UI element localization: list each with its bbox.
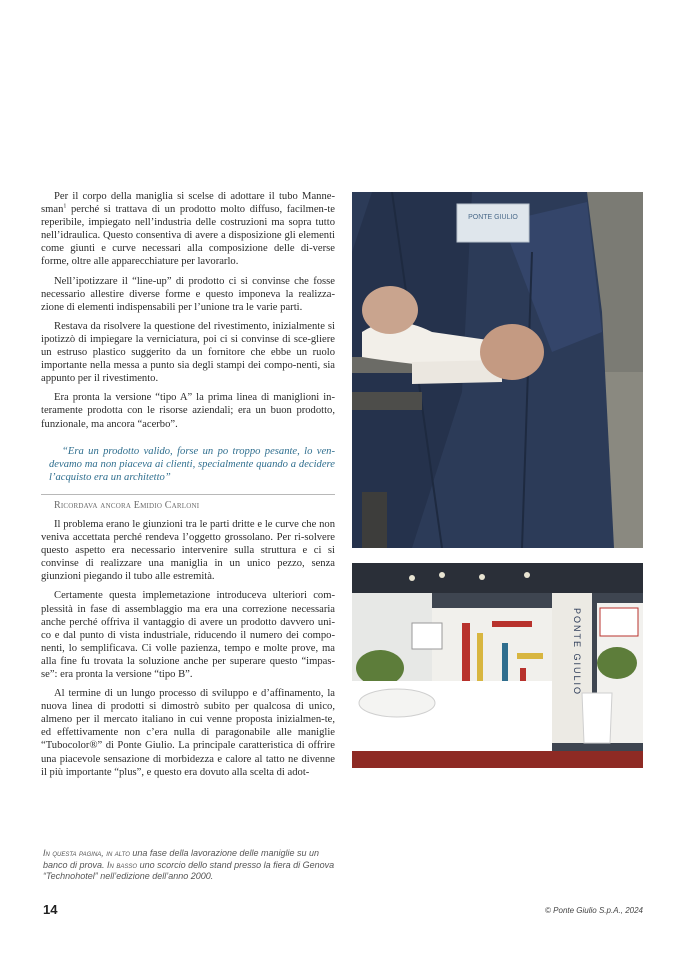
paragraph-1-start: Per il corpo della maniglia si scelse di adottare il tubo Manne-sman xyxy=(41,191,335,216)
paragraph-7: Al termine di un lungo processo di sviluppo e d’affinamento, la nuova linea di prodotti si dimostrò subito per qualcosa di unico, almeno per il mercato italiano in cui venne proposta inizialmen-te, ed effettivamente non c’era nulla di paragonabile alle maniglie “Tubocolor®” di Ponte Giulio. La principale caratteristica di offrire una piacevole sensazione di morbidezza e calore al tatto ne divenne il più importante “plus”, e questo era dovuto alla scelta di adot- xyxy=(41,688,335,778)
pull-quote xyxy=(41,445,335,512)
pull-quote-text: “Era un prodotto valido, forse un po troppo pesante, lo ven-devamo ma non piaceva ai clienti, specialmente quando a decidere l’acquisto era un architetto” xyxy=(49,445,335,483)
quote-divider xyxy=(41,494,335,495)
stand-sign-text: PONTE GIULIO xyxy=(572,608,582,697)
photo-caption xyxy=(43,848,343,883)
photo-workshop-bending xyxy=(352,192,643,548)
caption-text-bottom: uno scorcio dello stand presso la fiera di Genova “Technohotel” nell’edizione dell’anno 2000. xyxy=(43,859,335,881)
paragraph-1 xyxy=(41,190,335,269)
caption-text-top: una fase della lavorazione delle maniglie su un banco di prova. xyxy=(43,848,320,870)
paragraph-2: Nell’ipotizzare il “line-up” di prodotto ci si convinse che fosse necessario allestire diverse forme e questo imponeva la realizza-zione di elementi indispensabili per l’unione tra le varie parti. xyxy=(41,275,335,313)
badge-text: PONTE GIULIO xyxy=(468,214,518,221)
paragraph-6: Certamente questa implemetazione introduceva ulteriori com-plessità in fase di assemblaggio ma era una correzione necessaria anche perché offriva il vantaggio di avere un prodotto davvero uni-co e dal punto di vista industriale, riducendo il numero dei compo-nenti, lo semplificava. Ci volle pazienza, tempo e molte prove, ma alla fine fu trovata la soluzione anche per superare questo “impas-se”: era pronta la versione “tipo B”. xyxy=(41,590,335,680)
page-number: 14 xyxy=(43,902,58,917)
photo-stand-illustration xyxy=(352,563,643,768)
copyright-notice: © Ponte Giulio S.p.A., 2024 xyxy=(545,906,643,915)
footnote-mark: 1 xyxy=(63,203,67,210)
photo-workshop-illustration xyxy=(352,192,643,548)
article-body xyxy=(41,190,335,785)
paragraph-5: Il problema erano le giunzioni tra le parti dritte e le curve che non veniva accettata perché rendeva l’oggetto grossolano. Per ri-solvere questo aspetto era necessario intervenire sulla struttura e ci si convinse di realizzare una maniglia in un unico pezzo, senza giunzioni piegando il tubo alle estremità. xyxy=(41,518,335,583)
paragraph-4: Era pronta la versione “tipo A” la prima linea di maniglioni in-teramente prodotta con le risorse aziendali; era un buon prodotto, funzionale, ma ancora “acerbo”. xyxy=(41,392,335,430)
paragraph-3: Restava da risolvere la questione del rivestimento, inizialmente si ipotizzò di impiegare la verniciatura, poi ci si convinse di sce-gliere un estruso plastico suggerito da un fornitore che ebbe un ruolo importante nella messa a punto sia degli stampi dei compo-nenti, sia appunto per il rivestimento. xyxy=(41,320,335,385)
pull-quote-attribution: Ricordava ancora Emidio Carloni xyxy=(54,499,200,511)
caption-lead-bottom: In basso xyxy=(107,859,138,870)
photo-trade-fair-stand xyxy=(352,563,643,768)
paragraph-1-end: perché si trattava di un prodotto molto diffuso, facilmen-te reperibile, impiegato nell’industria delle costruzioni ma sopra tutto nell’idraulica. Questo consentiva di avere a disposizione gli elementi come giunti e curve necessari alla composizione delle di-verse forme, oltre alle apparecchiature per lavorarlo. xyxy=(41,204,335,268)
caption-lead-top: In questa pagina, in alto xyxy=(43,848,130,858)
